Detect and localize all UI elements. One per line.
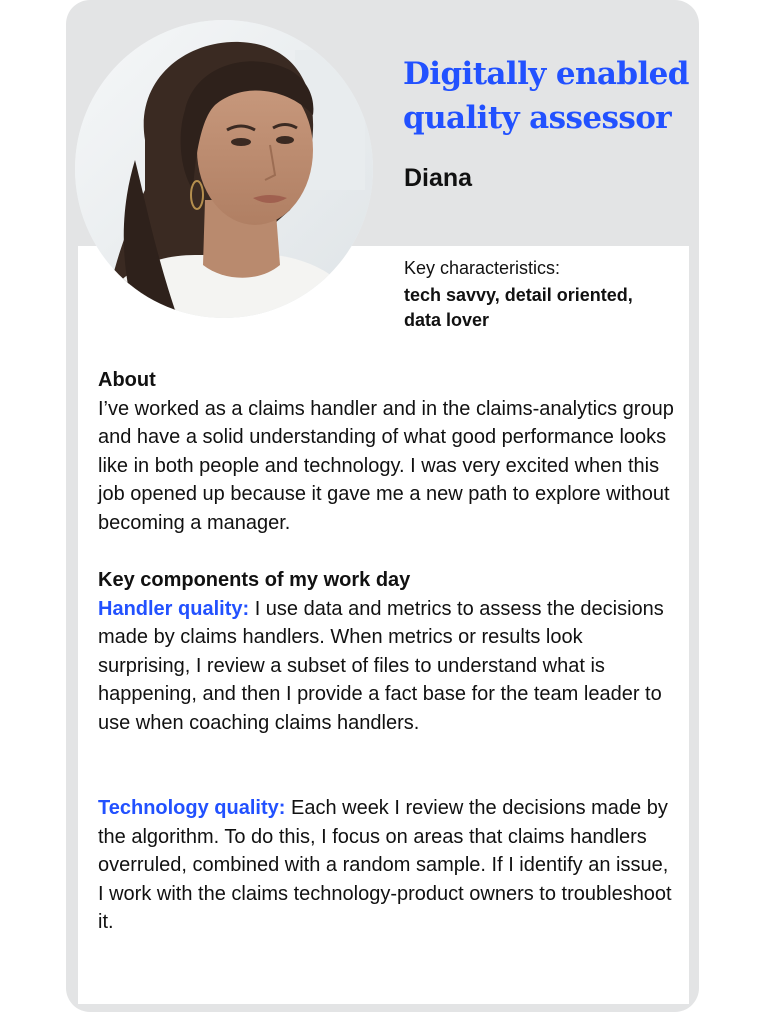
characteristics-label: Key characteristics: (404, 258, 561, 278)
technology-quality-text: Each week I review the decisions made by the algorithm. To do this, I focus on areas that claims handlers overruled, combined with a random sample. If I identify an issue, I work with the claims technology-product owners to troubleshoot it. (98, 797, 672, 933)
persona-title-line2: quality assessor (403, 100, 672, 136)
work-day-section (98, 566, 678, 737)
persona-title-line1: Digitally enabled (403, 56, 689, 92)
handler-quality-label: Handler quality: (98, 597, 250, 620)
about-section (98, 366, 678, 537)
persona-title (403, 52, 693, 140)
about-heading: About (98, 369, 156, 391)
handler-quality-text: I use data and metrics to assess the decisions made by claims handlers. When metrics or results look surprising, I review a subset of files to understand what is happening, and then I provide a fact base for the team leader to use when coaching claims handlers. (98, 597, 664, 734)
work-day-heading: Key components of my work day (98, 569, 411, 591)
characteristics-values-line1: tech savvy, detail oriented, (404, 285, 633, 305)
characteristics-values-line2: data lover (404, 310, 490, 330)
persona-photo (75, 20, 373, 318)
characteristics-values (404, 283, 674, 333)
technology-quality-label: Technology quality: (98, 797, 286, 819)
about-text: I’ve worked as a claims handler and in the claims-analytics group and have a solid understanding of what good performance looks like in both people and technology. I was very excited when this job opened up because it gave me a new path to explore without becoming a manager. (98, 397, 674, 534)
persona-name: Diana (404, 164, 473, 192)
technology-quality-section (98, 794, 678, 937)
